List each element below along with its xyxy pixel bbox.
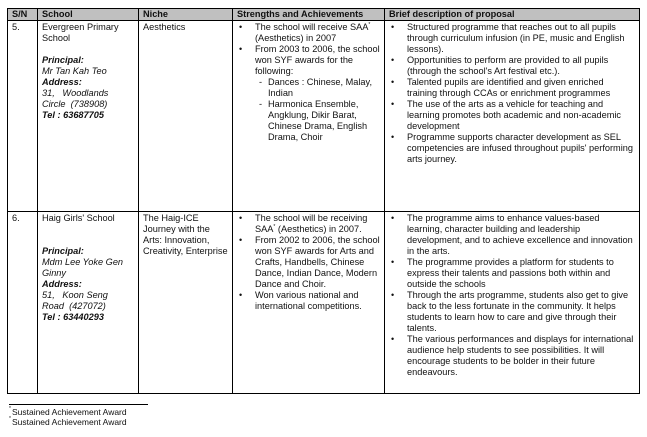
footnote-item [9,407,127,417]
address-line-1: 31, Woodlands [42,88,109,98]
proposal-item: • Opportunities to perform are provided to all pupils (through the school's Art festival etc.). [389,55,635,77]
cell-proposal [385,212,640,394]
telephone: Tel : 63440293 [42,312,104,322]
strengths-list [237,22,380,143]
principal-label: Principal: [42,246,84,256]
proposal-item: • Programme supports character development as SEL competencies are infused throughout pupils' performing arts journey. [389,132,635,165]
address-label: Address: [42,279,82,289]
strength-item [237,213,380,235]
header-school: School [38,9,139,21]
school-proposal-table [7,8,640,394]
strength-text: The school will receive SAA [255,22,369,32]
table-row [8,212,640,394]
table-header-row [8,9,640,21]
proposal-item: • The programme aims to enhance values-based learning, character building and leadership development, and to achieve excellence and innovation in the arts. [389,213,635,257]
footnote-item [9,417,127,427]
proposal-item: • Through the arts programme, students also get to give back to the less fortunate in the community. It helps students to learn how to care and give through their talents. [389,290,635,334]
strengths-list [237,213,380,312]
principal-name: Mr Tan Kah Teo [42,66,107,76]
footnote-marker: * [273,224,276,230]
principal-name: Mdm Lee Yoke Gen Ginny [42,257,124,278]
proposal-item: • The programme provides a platform for students to express their talents and passions both within and outside the schools [389,257,635,290]
cell-strengths [233,21,385,212]
spacer [42,44,134,55]
proposal-item: • Structured programme that reaches out to all pupils through curriculum infusion (in PE, music and English lessons). [389,22,635,55]
spacer [42,224,134,235]
school-name: Haig Girls' School [42,213,115,223]
cell-proposal [385,21,640,212]
footnote-separator [9,404,148,405]
table-row [8,21,640,212]
cell-strengths [233,212,385,394]
cell-school [38,212,139,394]
strength-text: The school will be receiving SAA [255,213,368,234]
cell-niche: The Haig-ICE Journey with the Arts: Innovation, Creativity, Enterprise [139,212,233,394]
sub-list [255,77,380,143]
sub-item: - Dances : Chinese, Malay, Indian [259,77,380,99]
cell-sn: 5. [8,21,38,212]
address-line-2: Road (427072) [42,301,106,311]
footnotes [9,407,127,427]
strength-text-tail: (Aesthetics) in 2007 [255,33,337,43]
strength-text-tail: (Aesthetics) in 2007. [275,224,362,234]
proposal-item: • The various performances and displays for international audience help students to see possibilities. It will encourage students to be bolder in their future endeavours. [389,334,635,378]
school-name: Evergreen Primary School [42,22,119,43]
proposal-item: • The use of the arts as a vehicle for teaching and learning promotes both academic and non-academic development [389,99,635,132]
cell-sn: 6. [8,212,38,394]
footnote-marker: * [9,406,11,412]
strength-text: From 2003 to 2006, the school won SYF awards for the following: [255,44,380,76]
telephone: Tel : 63687705 [42,110,104,120]
proposal-list [389,22,635,165]
address-label: Address: [42,77,82,87]
header-niche: Niche [139,9,233,21]
cell-school [38,21,139,212]
footnote-marker: * [368,22,371,28]
cell-niche: Aesthetics [139,21,233,212]
spacer [42,235,134,246]
address-line-2: Circle (738908) [42,99,108,109]
sub-item: - Harmonica Ensemble, Angklung, Dikir Barat, Chinese Drama, English Drama, Choir [259,99,380,143]
strength-item [237,44,380,143]
footnote-text: Sustained Achievement Award [11,417,127,427]
principal-label: Principal: [42,55,84,65]
strength-item [237,22,380,44]
strength-item: • Won various national and international competitions. [237,290,380,312]
footnote-text: Sustained Achievement Award [11,407,127,417]
header-proposal: Brief description of proposal [385,9,640,21]
header-strengths: Strengths and Achievements [233,9,385,21]
footnote-marker: * [9,416,11,422]
address-line-1: 51, Koon Seng [42,290,108,300]
proposal-list [389,213,635,378]
header-sn: S/N [8,9,38,21]
proposal-item: • Talented pupils are identified and given enriched training through CCAs or enrichment programmes [389,77,635,99]
strength-item: • From 2002 to 2006, the school won SYF awards for Arts and Crafts, Handbells, Chinese Dance, Indian Dance, Modern Dance and Choir. [237,235,380,290]
